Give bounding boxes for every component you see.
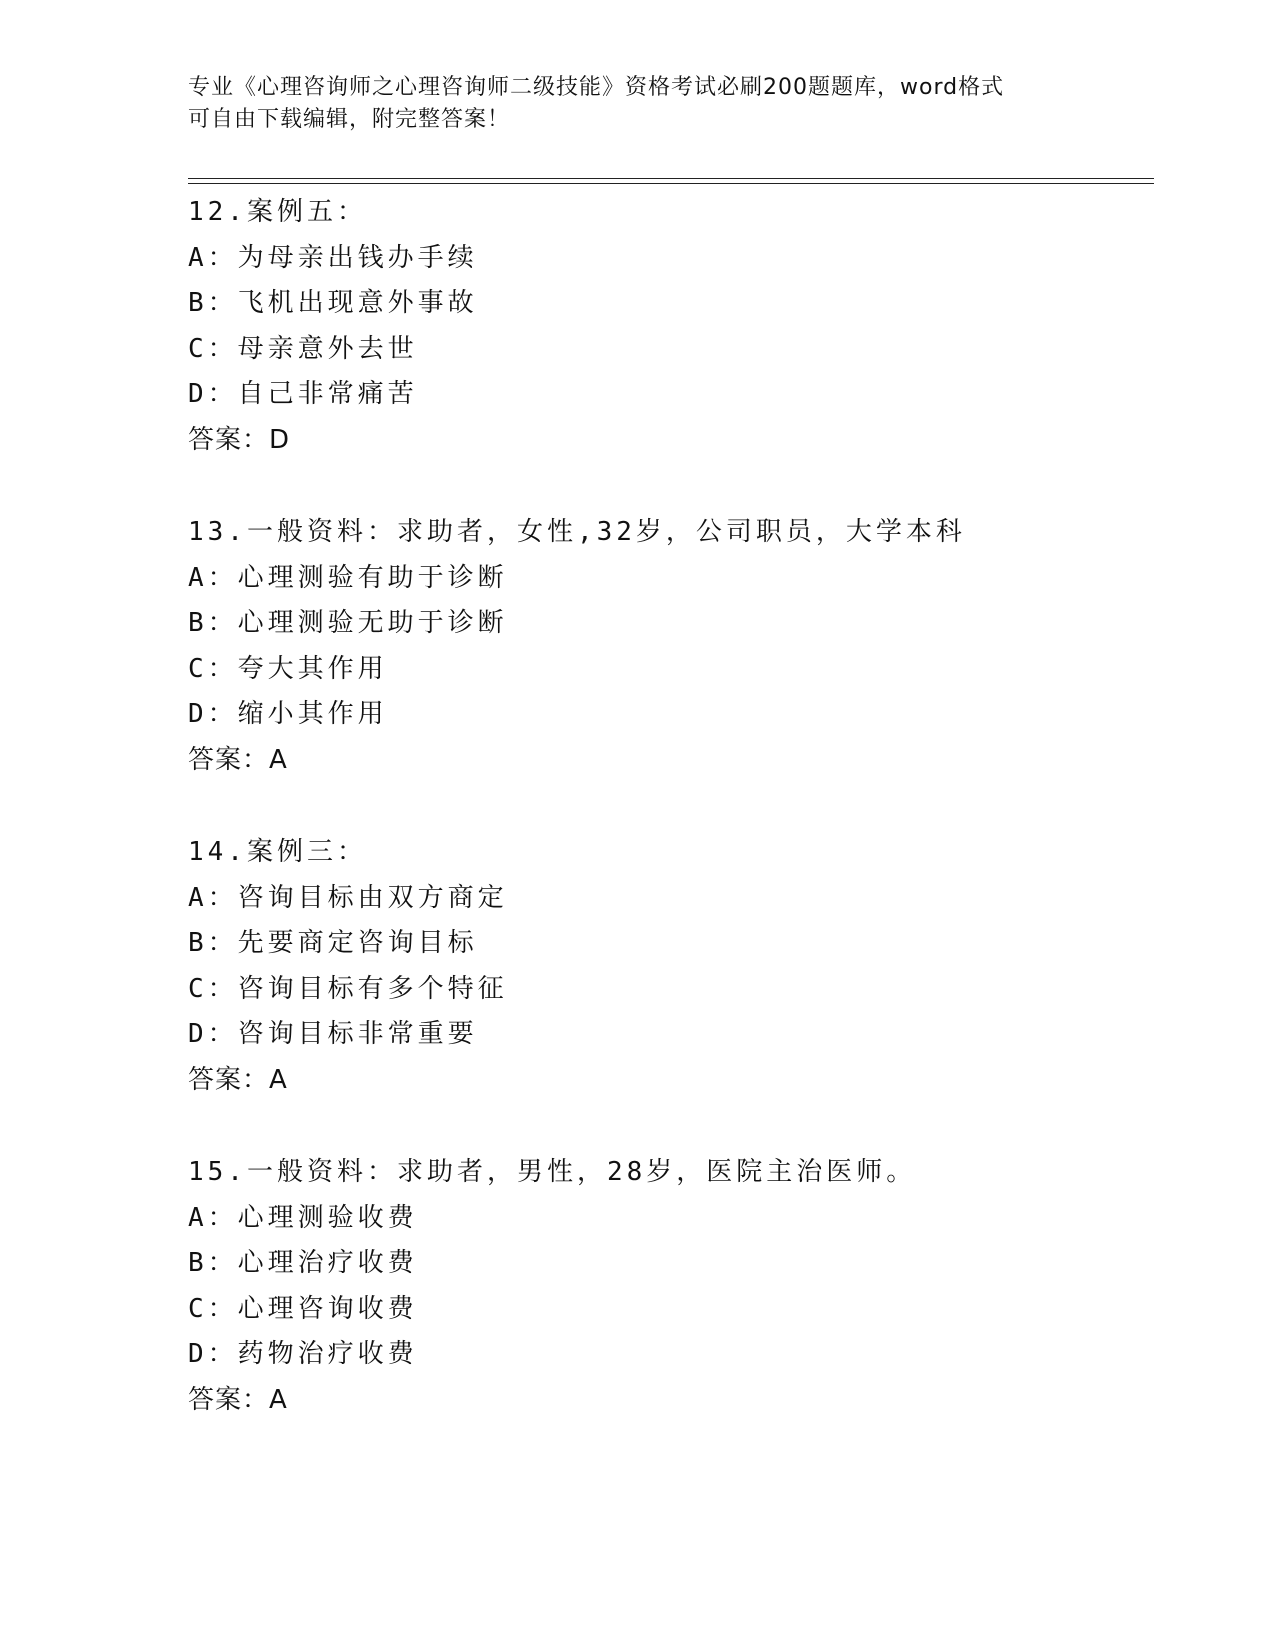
option-b: B：先要商定咨询目标: [188, 928, 478, 959]
option-b: B：心理测验无助于诊断: [188, 608, 508, 639]
answer-line: 答案：D: [188, 424, 291, 455]
answer-line: 答案：A: [188, 1064, 288, 1095]
header-divider-bottom: [188, 183, 1154, 184]
option-b: B：心理治疗收费: [188, 1248, 418, 1279]
answer-line: 答案：A: [188, 744, 288, 775]
question-stem: 14.案例三：: [188, 837, 367, 867]
option-a: A：咨询目标由双方商定: [188, 882, 508, 913]
option-d: D：咨询目标非常重要: [188, 1019, 478, 1050]
header-line-1: 专业《心理咨询师之心理咨询师二级技能》资格考试必刷200题题库，word格式: [188, 75, 1005, 100]
question-14: [188, 830, 1148, 1104]
question-15: [188, 1150, 1148, 1424]
option-d: D：自己非常痛苦: [188, 379, 418, 410]
option-a: A：为母亲出钱办手续: [188, 242, 478, 273]
option-c: C：夸大其作用: [188, 653, 388, 684]
question-stem: 15.一般资料：求助者，男性，28岁，医院主治医师。: [188, 1157, 917, 1187]
header-divider-top: [188, 178, 1154, 179]
option-c: C：咨询目标有多个特征: [188, 973, 508, 1004]
answer-line: 答案：A: [188, 1384, 288, 1415]
option-c: C：心理咨询收费: [188, 1293, 418, 1324]
option-a: A：心理测验有助于诊断: [188, 562, 508, 593]
option-d: D：缩小其作用: [188, 699, 388, 730]
document-header: [188, 72, 1088, 136]
question-12: [188, 190, 1148, 464]
header-line-2: 可自由下载编辑，附完整答案！: [188, 107, 511, 132]
option-a: A：心理测验收费: [188, 1202, 418, 1233]
option-b: B：飞机出现意外事故: [188, 288, 478, 319]
option-c: C：母亲意外去世: [188, 333, 418, 364]
question-13: [188, 510, 1148, 784]
question-stem: 13.一般资料：求助者，女性,32岁，公司职员，大学本科: [188, 517, 966, 547]
option-d: D：药物治疗收费: [188, 1339, 418, 1370]
question-stem: 12.案例五：: [188, 197, 367, 227]
